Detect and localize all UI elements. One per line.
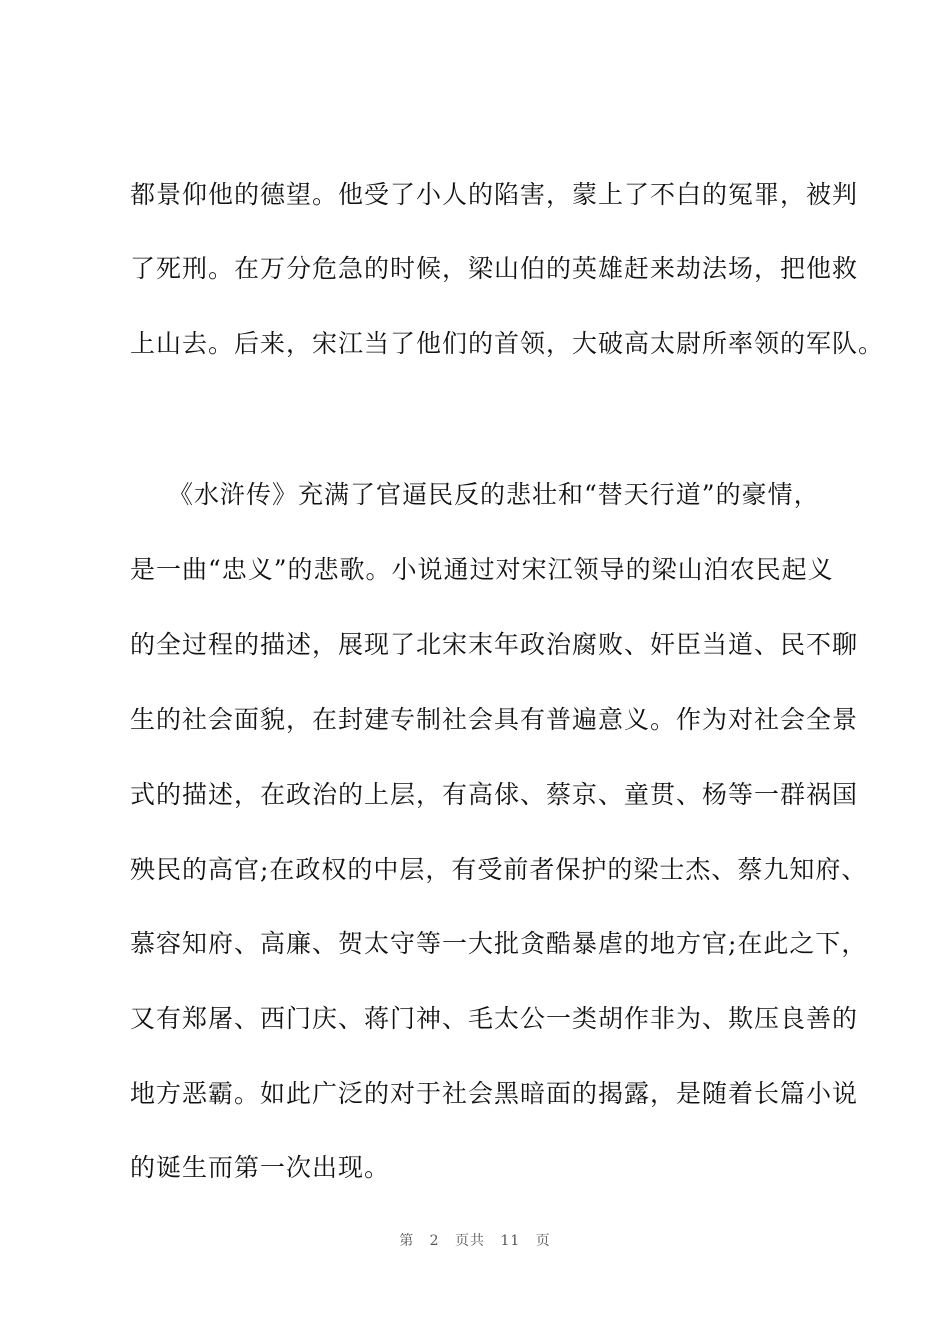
- paragraph-1-line-2: 了死刑。在万分危急的时候，梁山伯的英雄赶来劫法场，把他救: [130, 254, 859, 283]
- paragraph-2-line-6: 殃民的高官;在政权的中层，有受前者保护的梁士杰、蔡九知府、: [130, 855, 868, 884]
- paragraph-2-line-9: 地方恶霸。如此广泛的对于社会黑暗面的揭露，是随着长篇小说: [130, 1079, 859, 1108]
- paragraph-2-line-8: 又有郑屠、西门庆、蒋门神、毛太公一类胡作非为、欺压良善的: [130, 1004, 859, 1033]
- paragraph-2-line-5: 式的描述，在政治的上层，有高俅、蔡京、童贯、杨等一群祸国: [130, 780, 859, 809]
- paragraph-2-line-10: 的诞生而第一次出现。: [130, 1153, 391, 1182]
- paragraph-1-line-1: 都景仰他的德望。他受了小人的陷害，蒙上了不白的冤罪，被判: [130, 180, 859, 209]
- paragraph-2-line-1: 《水浒传》充满了官逼民反的悲壮和“替天行道”的豪情，: [168, 480, 820, 509]
- paragraph-2-line-2: 是一曲“忠义”的悲歌。小说通过对宋江领导的梁山泊农民起义: [130, 555, 834, 584]
- paragraph-2-line-4: 生的社会面貌，在封建专制社会具有普遍意义。作为对社会全景: [130, 705, 859, 734]
- paragraph-2-line-3: 的全过程的描述，展现了北宋末年政治腐败、奸臣当道、民不聊: [130, 630, 859, 659]
- paragraph-2-line-7: 慕容知府、高廉、贺太守等一大批贪酷暴虐的地方官;在此之下，: [130, 929, 868, 958]
- page-number-footer: 第 2 页共 11 页: [399, 1233, 551, 1249]
- paragraph-1-line-3: 上山去。后来，宋江当了他们的首领，大破高太尉所率领的军队。: [130, 329, 885, 358]
